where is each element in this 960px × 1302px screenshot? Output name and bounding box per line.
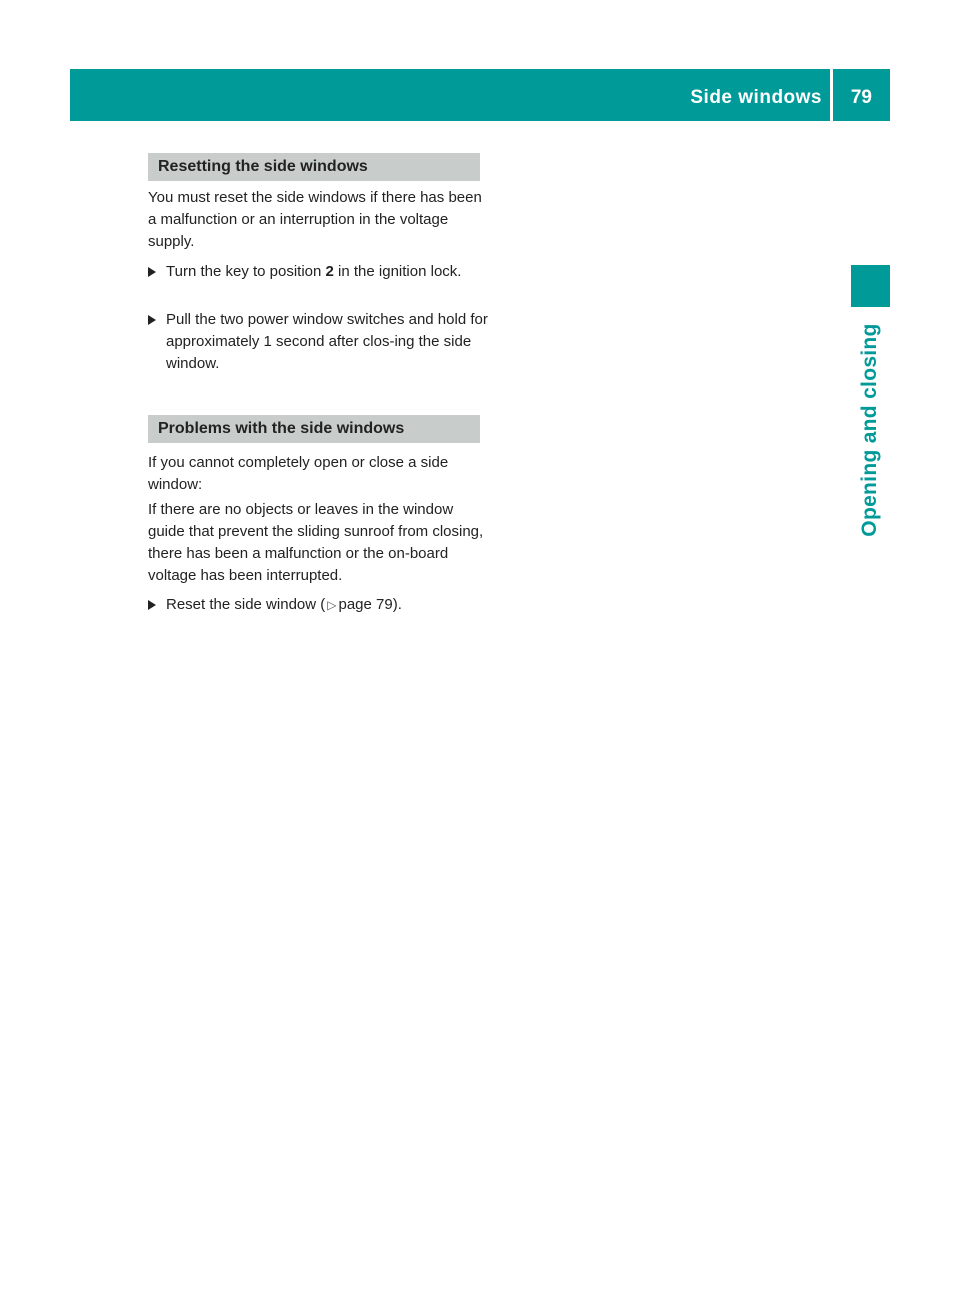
step-pull-switches [148,309,488,375]
step-text: Pull the two power window switches and hold for approximately 1 second after clos-ing the side window. [166,311,488,372]
triangle-right-icon [148,315,156,325]
chapter-tab-marker [851,265,890,307]
triangle-right-icon [148,267,156,277]
page-reference-arrow-icon: ▷ [327,598,337,612]
resetting-intro-paragraph: You must reset the side windows if there has been a malfunction or an interruption in the voltage supply. [148,189,482,250]
triangle-right-icon [148,600,156,610]
step-reset-side-window [148,594,488,616]
section-title: Side windows [690,87,822,108]
problems-detail-paragraph: If there are no objects or leaves in the window guide that prevent the sliding sunroof from closing, there has been a malfunction or the on-board voltage has been interrupted. [148,501,484,584]
section-heading-resetting [148,153,480,181]
header-divider [830,69,833,121]
chapter-label: Opening and closing [858,323,881,537]
page-number: 79 [850,87,872,108]
section-heading-text: Problems with the side windows [158,420,405,437]
key-position: 2 [325,263,334,280]
step-text: Reset the side window ( ▷ page 79). [166,594,488,616]
page-header-bar [70,69,890,121]
section-heading-problems [148,415,480,443]
step-text: Turn the key to position 2 in the ignition lock. [166,263,462,280]
section-heading-text: Resetting the side windows [158,158,368,175]
page-reference-link[interactable]: page 79 [338,596,393,613]
problems-intro-paragraph: If you cannot completely open or close a side window: [148,454,449,493]
step-turn-key [148,261,488,283]
